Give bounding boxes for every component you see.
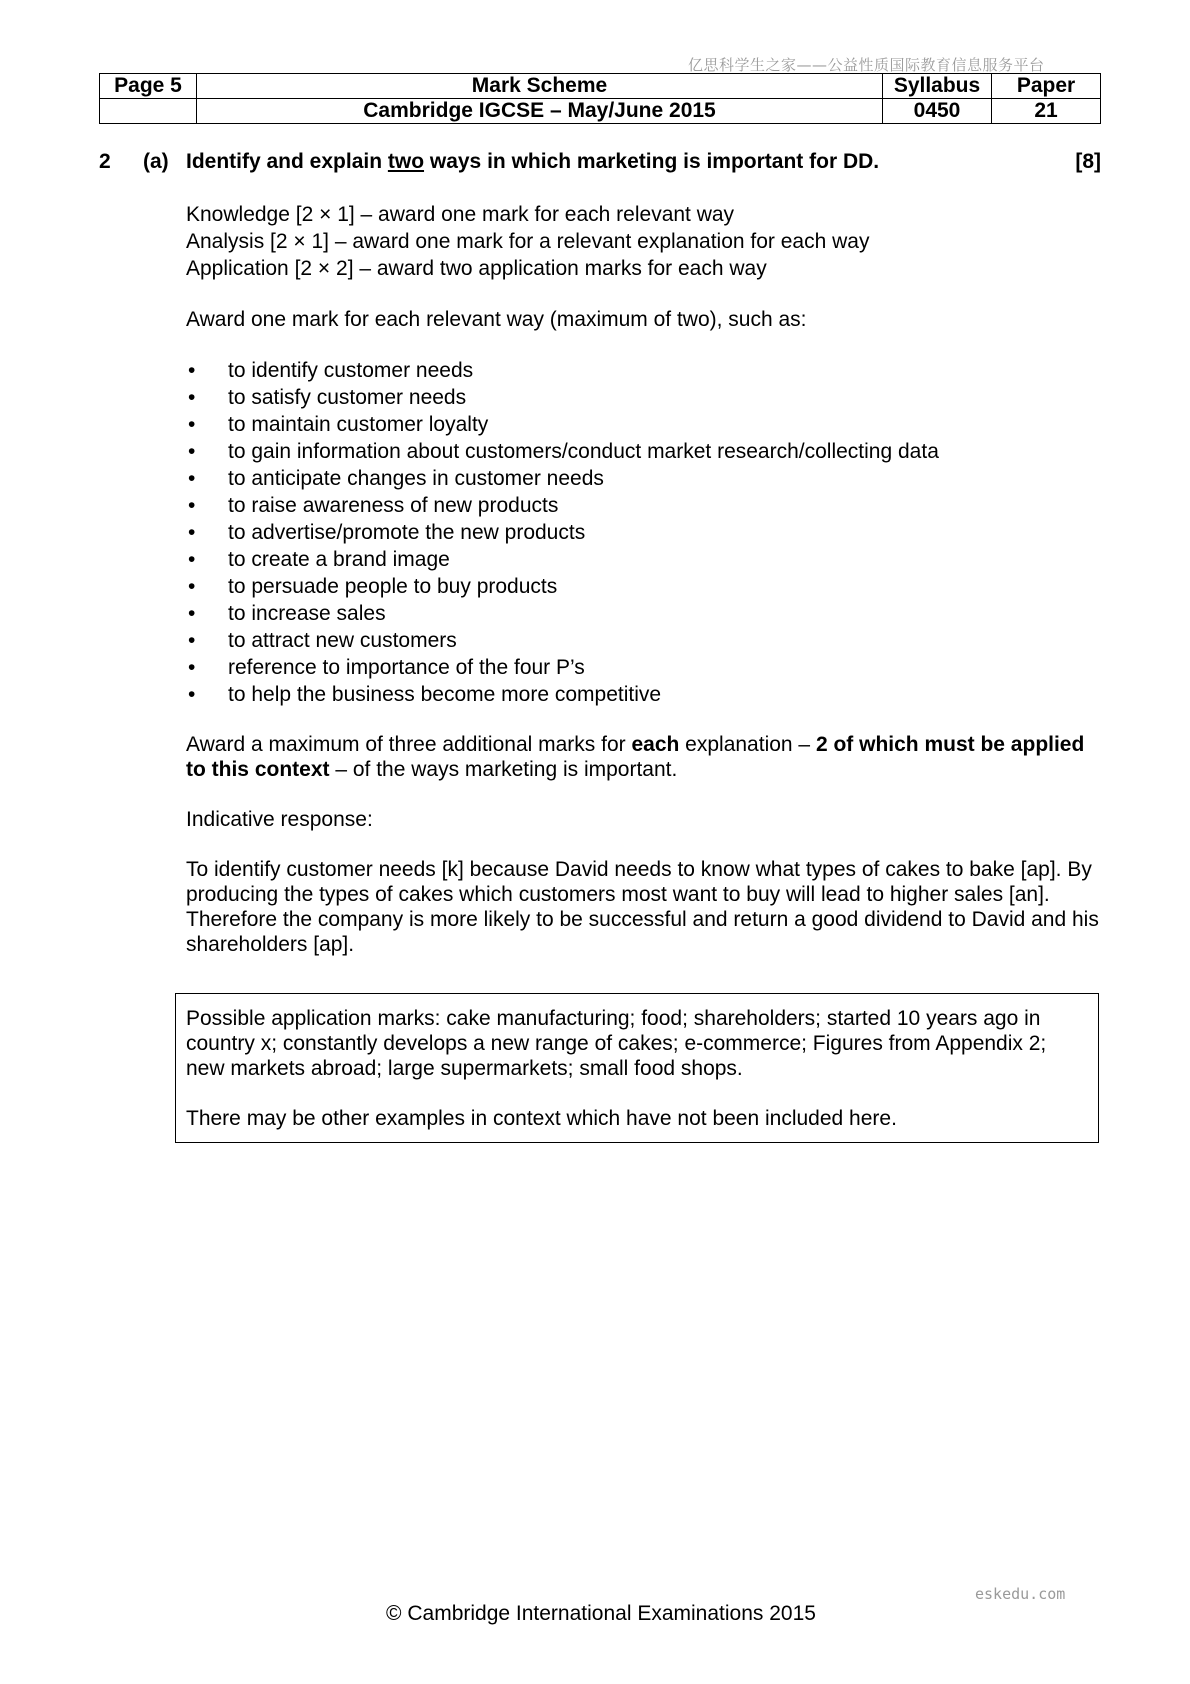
question-text: Identify and explain two ways in which marketing is important for DD. <box>186 150 880 173</box>
syllabus-label: Syllabus <box>883 74 992 99</box>
watermark-bottom: eskedu.com <box>975 1585 1066 1603</box>
bullet-icon: • <box>188 629 196 652</box>
watermark-top: 亿思科学生之家——公益性质国际教育信息服务平台 <box>688 56 1045 74</box>
bullet-icon: • <box>188 521 196 544</box>
list-item: • to increase sales <box>188 602 386 625</box>
bullet-icon: • <box>188 440 196 463</box>
paper-value: 21 <box>992 99 1101 124</box>
indicative-response: To identify customer needs [k] because David needs to know what types of cakes to bake [ap]. By producing the types of cakes which customers most want to buy will lead to higher sales [an]. Therefore the company is more likely to be successful and return a good dividend to David and his shareholders [ap]. <box>186 858 1099 956</box>
bullet-icon: • <box>188 602 196 625</box>
question-underlined: two <box>387 150 425 173</box>
bullet-icon: • <box>188 683 196 706</box>
header-subtitle: Cambridge IGCSE – May/June 2015 <box>197 99 883 124</box>
bullet-icon: • <box>188 359 196 382</box>
header-table <box>99 73 1101 124</box>
application-marks-text: Possible application marks: cake manufacturing; food; shareholders; started 10 years ago in country x; constantly develops a new range of cakes; e-commerce; Figures from Appendix 2; new markets abroad; large supermarkets; small food shops. <box>186 1007 1047 1080</box>
list-item: • to satisfy customer needs <box>188 386 467 409</box>
question-number: 2 <box>99 150 111 173</box>
list-item: • to create a brand image <box>188 548 450 571</box>
list-item: • to identify customer needs <box>188 359 474 382</box>
paper-label: Paper <box>992 74 1101 99</box>
criterion-application: Application [2 × 2] – award two application marks for each way <box>186 257 767 280</box>
list-item: • to gain information about customers/conduct market research/collecting data <box>188 440 939 463</box>
criterion-knowledge: Knowledge [2 × 1] – award one mark for each relevant way <box>186 203 735 226</box>
list-item: • to attract new customers <box>188 629 457 652</box>
bullet-icon: • <box>188 386 196 409</box>
copyright-footer: © Cambridge International Examinations 2015 <box>386 1602 816 1625</box>
ways-list <box>186 357 1101 708</box>
list-item: • to advertise/promote the new products <box>188 521 586 544</box>
other-examples-text: There may be other examples in context which have not been included here. <box>186 1107 897 1130</box>
additional-marks-text: Award a maximum of three additional marks for each explanation – 2 of which must be applied to this context – of the ways marketing is important. <box>186 733 1085 781</box>
header-title: Mark Scheme <box>197 74 883 99</box>
bullet-icon: • <box>188 548 196 571</box>
list-item: • to persuade people to buy products <box>188 575 558 598</box>
syllabus-value: 0450 <box>883 99 992 124</box>
bullet-icon: • <box>188 575 196 598</box>
bullet-icon: • <box>188 467 196 490</box>
bullet-icon: • <box>188 494 196 517</box>
application-marks-box <box>175 993 1099 1143</box>
mark-scheme-content <box>186 201 1101 957</box>
list-item: • to help the business become more competitive <box>188 683 662 706</box>
list-item: • to maintain customer loyalty <box>188 413 489 436</box>
award-intro: Award one mark for each relevant way (maximum of two), such as: <box>186 308 807 331</box>
indicative-label: Indicative response: <box>186 808 373 831</box>
page-label: Page 5 <box>100 74 197 99</box>
bullet-icon: • <box>188 413 196 436</box>
question-part: (a) <box>143 150 169 173</box>
bullet-icon: • <box>188 656 196 679</box>
question-marks: [8] <box>1075 150 1101 173</box>
list-item: • reference to importance of the four P’s <box>188 656 585 679</box>
empty-cell <box>100 99 197 124</box>
list-item: • to anticipate changes in customer needs <box>188 467 604 490</box>
list-item: • to raise awareness of new products <box>188 494 559 517</box>
criterion-analysis: Analysis [2 × 1] – award one mark for a relevant explanation for each way <box>186 230 870 253</box>
